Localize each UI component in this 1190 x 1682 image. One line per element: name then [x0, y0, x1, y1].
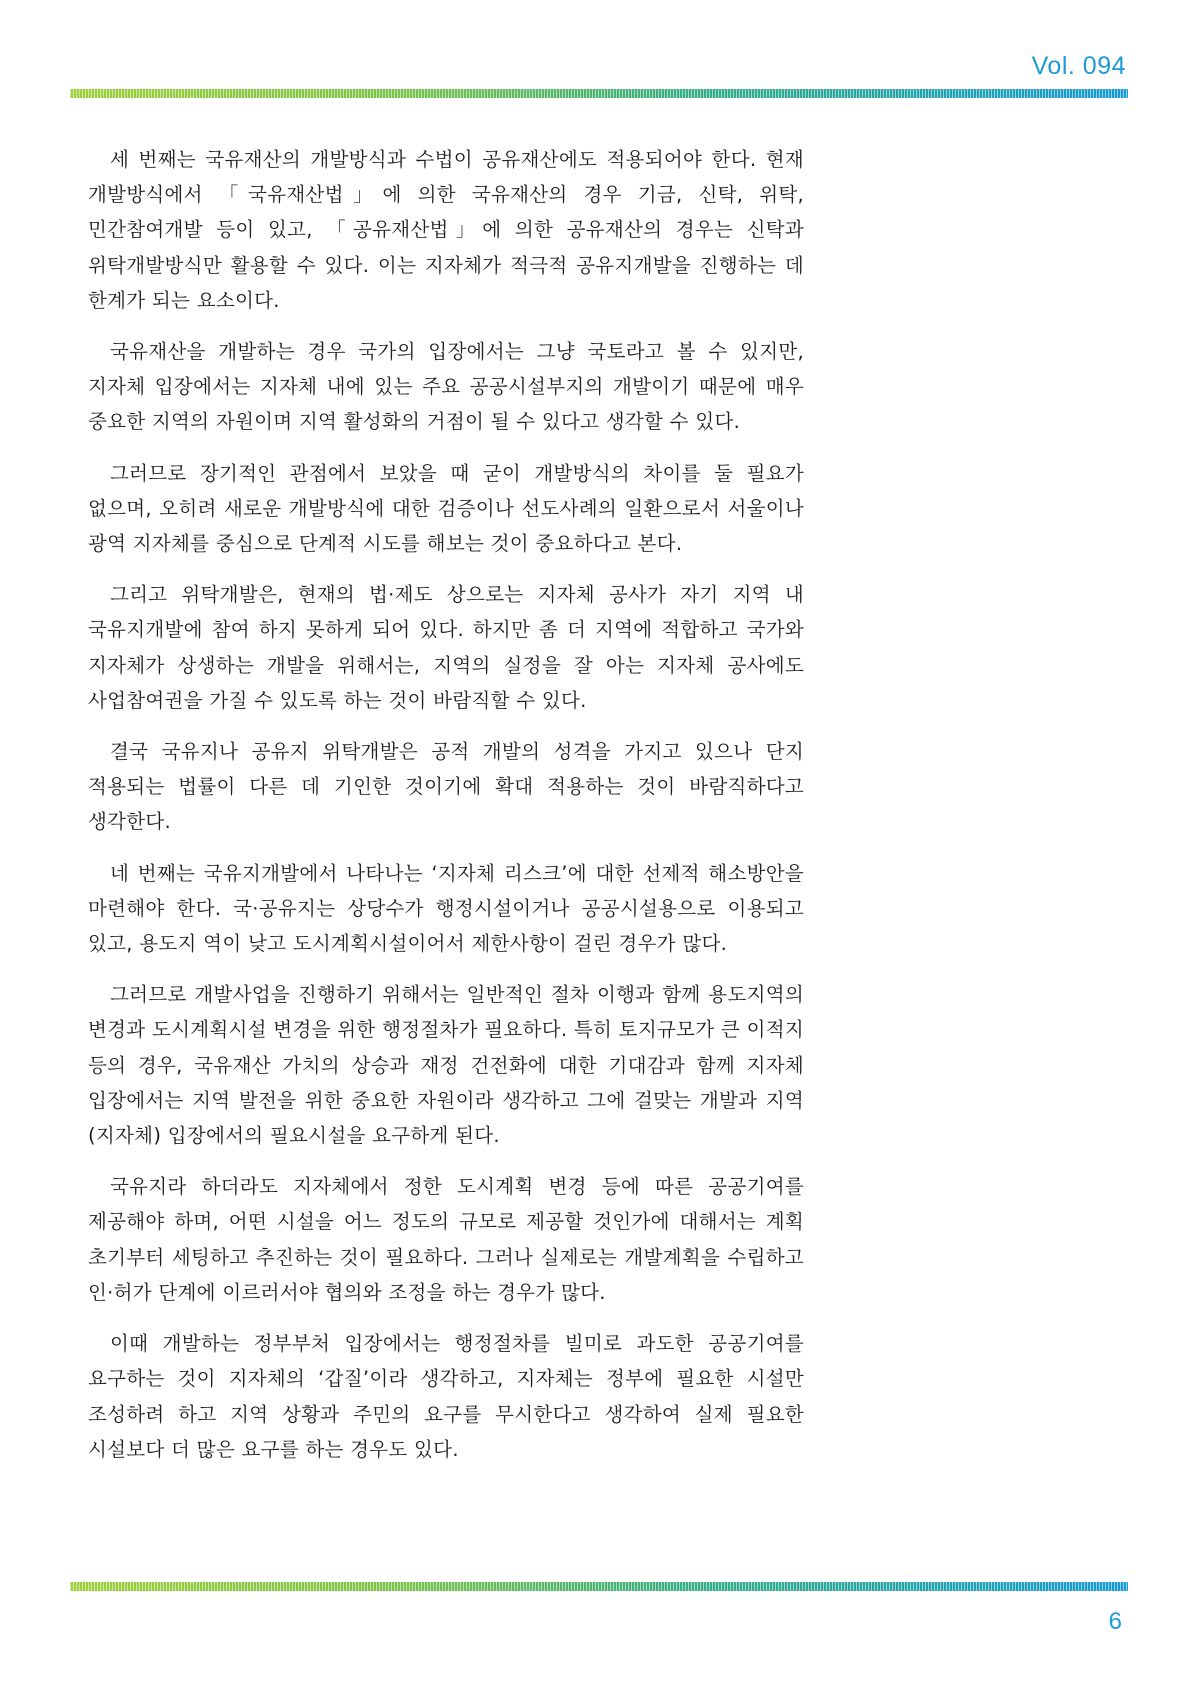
header-gradient-band [70, 89, 1128, 98]
page-number: 6 [1108, 1608, 1122, 1635]
paragraph: 네 번째는 국유지개발에서 나타나는 ‘지자체 리스크’에 대한 선제적 해소방안을 마련해야 한다. 국·공유지는 상당수가 행정시설이거나 공공시설용으로 이용되고 있고, 용도지 역이 낮고 도시계획시설이어서 제한사항이 걸린 경우가 많다. [88, 861, 804, 956]
paragraph: 이때 개발하는 정부부처 입장에서는 행정절차를 빌미로 과도한 공공기여를 요구하는 것이 지자체의 ‘갑질’이라 생각하고, 지자체는 정부에 필요한 시설만 조성하려 하고 지역 상황과 주민의 요구를 무시한다고 생각하여 실제 필요한 시설보다 더 많은 요구를 하는 경우도 있다. [88, 1332, 804, 1461]
article-body [88, 142, 804, 1483]
volume-label: Vol. 094 [1031, 52, 1126, 80]
paragraph: 그러므로 개발사업을 진행하기 위해서는 일반적인 절차 이행과 함께 용도지역의 변경과 도시계획시설 변경을 위한 행정절차가 필요하다. 특히 토지규모가 큰 이적지 등의 경우, 국유재산 가치의 상승과 재정 건전화에 대한 기대감과 함께 지자체 입장에서는 지역 발전을 위한 중요한 자원이라 생각하고 그에 걸맞는 개발과 지역(지자체) 입장에서의 필요시설을 요구하게 된다. [88, 983, 804, 1148]
footer-gradient-band [70, 1582, 1128, 1591]
paragraph: 결국 국유지나 공유지 위탁개발은 공적 개발의 성격을 가지고 있으나 단지 적용되는 법률이 다른 데 기인한 것이기에 확대 적용하는 것이 바람직하다고 생각한다. [88, 740, 804, 834]
paragraph: 그러므로 장기적인 관점에서 보았을 때 굳이 개발방식의 차이를 둘 필요가 없으며, 오히려 새로운 개발방식에 대한 검증이나 선도사례의 일환으로서 서울이나 광역 지자체를 중심으로 단계적 시도를 해보는 것이 중요하다고 본다. [88, 461, 804, 556]
paragraph: 국유지라 하더라도 지자체에서 정한 도시계획 변경 등에 따른 공공기여를 제공해야 하며, 어떤 시설을 어느 정도의 규모로 제공할 것인가에 대해서는 계획 초기부터 세팅하고 추진하는 것이 필요하다. 그러나 실제로는 개발계획을 수립하고 인·허가 단계에 이르러서야 협의와 조정을 하는 경우가 많다. [88, 1175, 804, 1304]
paragraph: 그리고 위탁개발은, 현재의 법·제도 상으로는 지자체 공사가 자기 지역 내 국유지개발에 참여 하지 못하게 되어 있다. 하지만 좀 더 지역에 적합하고 국가와 지자체가 상생하는 개발을 위해서는, 지역의 실정을 잘 아는 지자체 공사에도 사업참여권을 가질 수 있도록 하는 것이 바람직할 수 있다. [88, 583, 804, 712]
paragraph: 세 번째는 국유재산의 개발방식과 수법이 공유재산에도 적용되어야 한다. 현재 개발방식에서 「국유재산법」에 의한 국유재산의 경우 기금, 신탁, 위탁, 민간참여개발 등이 있고, 「공유재산법」에 의한 공유재산의 경우는 신탁과 위탁개발방식만 활용할 수 있다. 이는 지자체가 적극적 공유지개발을 진행하는 데 한계가 되는 요소이다. [88, 148, 804, 312]
paragraph: 국유재산을 개발하는 경우 국가의 입장에서는 그냥 국토라고 볼 수 있지만, 지자체 입장에서는 지자체 내에 있는 주요 공공시설부지의 개발이기 때문에 매우 중요한 지역의 자원이며 지역 활성화의 거점이 될 수 있다고 생각할 수 있다. [88, 340, 804, 434]
